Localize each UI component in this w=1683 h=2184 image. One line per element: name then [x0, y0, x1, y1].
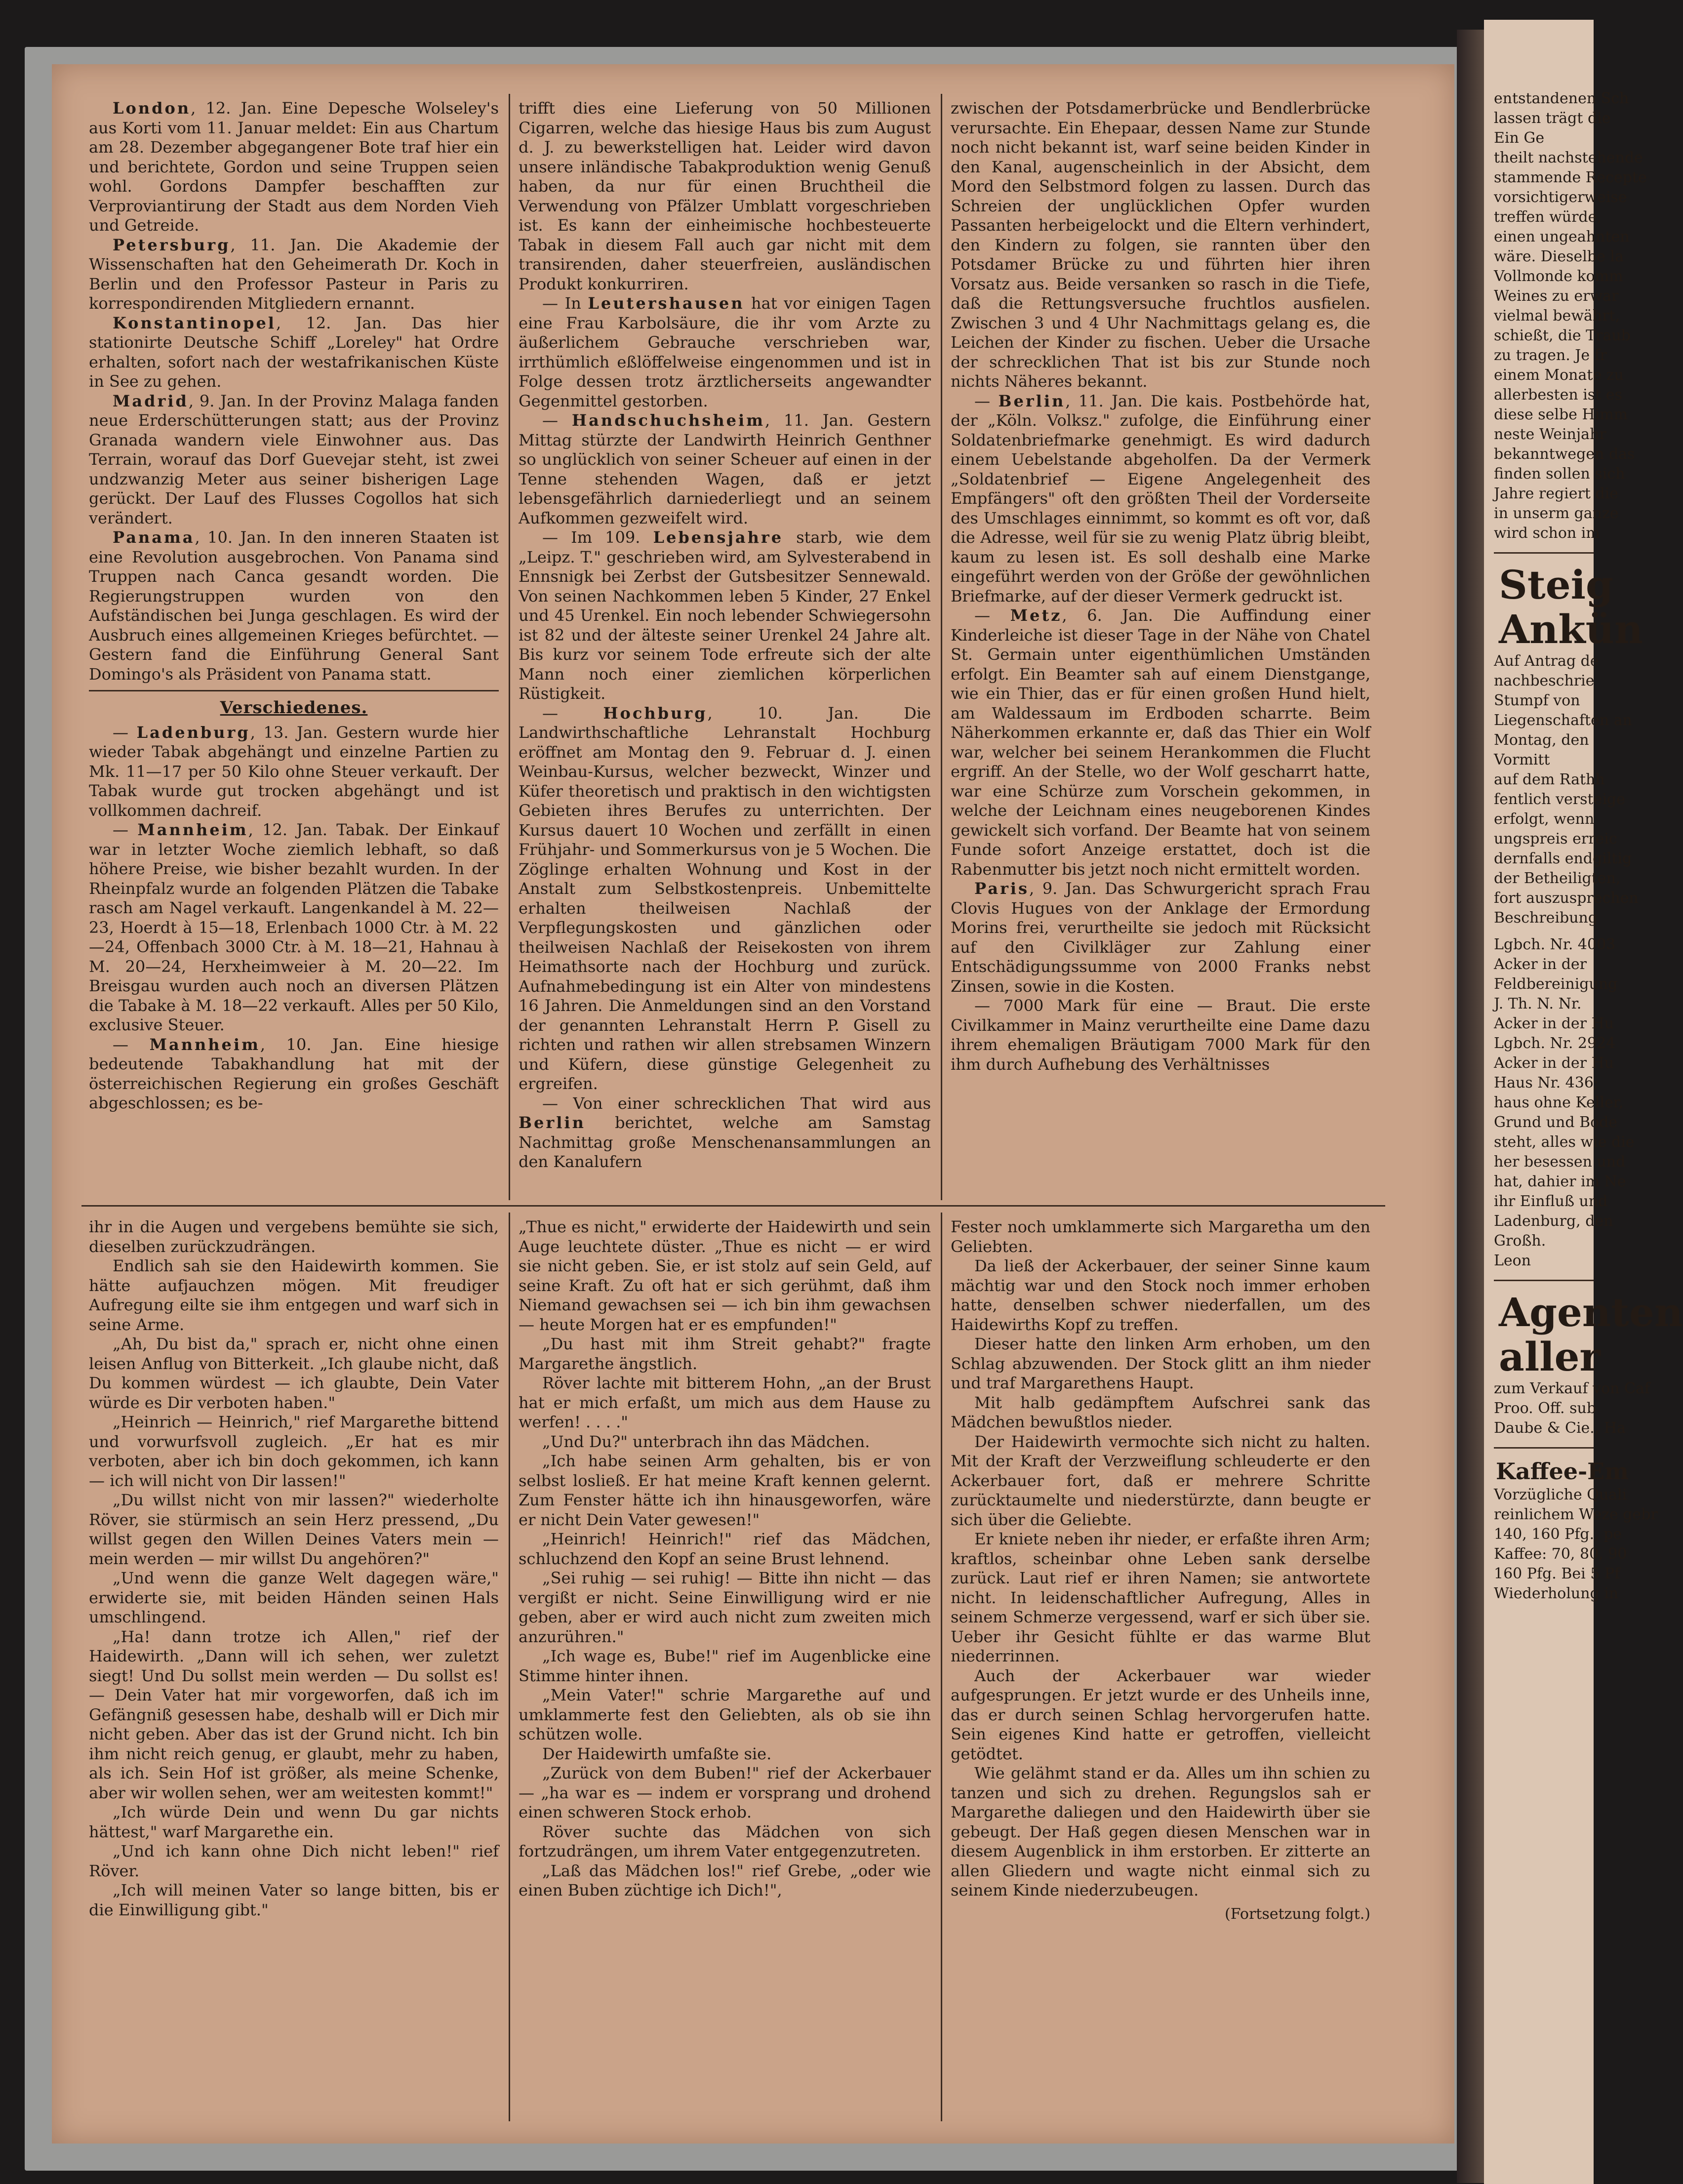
- news-column-1: [89, 99, 499, 1195]
- story-paragraph: „Heinrich — Heinrich," rief Margarethe bittend und vorwurfsvoll zugleich. „Er hat es mir verboten, aber ich bin doch gekommen, ich kann — ich will nicht von Dir lassen!": [89, 1413, 499, 1490]
- adjacent-line: finden sollen sich: [1494, 465, 1625, 483]
- auction-ad-item: Feldbereinigung: [1494, 975, 1618, 993]
- auction-ad-line: fentlich versteige: [1494, 791, 1625, 808]
- story-paragraph: Röver lachte mit bitterem Hohn, „an der Brust hat er mich erfaßt, um mich aus dem Hause zu werfen! . . . .": [519, 1374, 931, 1431]
- auction-ad-item: steht, alles wie die: [1494, 1133, 1635, 1151]
- agents-ad-title-line: Agenten: [1499, 1289, 1683, 1335]
- agents-ad-text: [1484, 1379, 1650, 1438]
- adjacent-line: vorsichtigerweise: [1494, 189, 1627, 206]
- section-rule: [89, 690, 499, 691]
- adjacent-rule-3: [1494, 1447, 1594, 1449]
- column-rule-2: [941, 94, 942, 1200]
- auction-ad-line: dernfalls endgiltig: [1494, 850, 1632, 867]
- adjacent-line: allerbesten ist es: [1494, 386, 1622, 404]
- news-column-2: [519, 99, 931, 1195]
- auction-ad-line: ungspreis erreic: [1494, 830, 1617, 848]
- story-paragraph: „Mein Vater!" schrie Margarethe auf und umklammerte fest den Geliebten, als ob sie ihn schützen wolle.: [519, 1686, 931, 1743]
- auction-ad-line: erfolgt, wenn: [1494, 810, 1595, 828]
- adjacent-line: lassen trägt die: [1494, 110, 1611, 127]
- auction-ad-item: haus ohne Keller,: [1494, 1094, 1624, 1111]
- item-berlin-tat: — Von einer schrecklichen That wird aus Berlin berichtet, welche am Samstag Nachmittag große Menschenansammlungen an den Kanalufern: [519, 1093, 931, 1171]
- item-kanal: zwischen der Potsdamerbrücke und Bendlerbrücke verursachte. Ein Ehepaar, dessen Name zur Stunde noch nicht bekannt ist, warf seine beiden Kinder in den Kanal, augenscheinlich in der Absicht, dem Mord den Selbstmord folgen zu lassen. Durch das Schreien der unglücklichen Opfer wurden Passanten herbeigelockt und die Eltern verhindert, den Kindern zu folgen, sie rannten über den Potsdamer Brücke zu und führten hier ihren Vorsatz aus. Beide versanken so rasch in die Tiefe, daß die Rettungsversuche fruchtlos ausfielen. Zwischen 3 und 4 Uhr Nachmittags gelang es, die Leichen der Kinder zu fischen. Ueber die Ursache der schrecklichen That ist bis zur Stunde noch nichts Näheres bekannt.: [951, 99, 1370, 391]
- item-paris: Paris, 9. Jan. Das Schwurgericht sprach Frau Clovis Hugues von der Anklage der Ermordung Morins frei, verurtheilte sie jedoch mit Rücksicht auf den Civilkläger zur Zahlung einer Entschädigungssumme von 2000 Franks nebst Zinsen, sowie in die Kosten.: [951, 879, 1370, 996]
- story-paragraph: Wie gelähmt stand er da. Alles um ihn schien zu tanzen und sich zu drehen. Regungslos sah er Margarethe daliegen und den Haidewirth über sie gebeugt. Der Haß gegen diesen Menschen war in diesem Augenblick in ihm erstorben. Er zitterte an allen Gliedern und wagte nicht einmal sich zu seinem Kinde niederzubeugen.: [951, 1764, 1370, 1900]
- auction-ad-item: Lgbch. Nr. 4003: [1494, 936, 1616, 953]
- coffee-ad-line: 160 Pfg. Bei 5 Pf: [1494, 1565, 1620, 1582]
- auction-ad-line: Beschreibung: [1494, 909, 1598, 927]
- auction-ad-item: Ladenburg, den: [1494, 1213, 1613, 1230]
- coffee-ad-title: Kaffee-Em: [1496, 1458, 1629, 1485]
- adjacent-line: bekanntwegen das: [1494, 445, 1635, 463]
- adjacent-line: vielmal bewährt,: [1494, 307, 1620, 324]
- story-paragraph: Röver suchte das Mädchen von sich fortzudrängen, um ihrem Vater entgegenzutreten.: [519, 1822, 931, 1860]
- auction-ad-item: hat, dahier im Ne: [1494, 1173, 1626, 1190]
- story-paragraph: Mit halb gedämpftem Aufschrei sank das Mädchen bewußtlos nieder.: [951, 1393, 1370, 1431]
- story-paragraph: „Zurück von dem Buben!" rief der Ackerbauer — „ha war es — indem er vorsprang und drohend einen schweren Stock erhob.: [519, 1764, 931, 1821]
- item-leutershausen: — In Leutershausen hat vor einigen Tagen eine Frau Karbolsäure, die ihr vom Arzte zu äußerlichem Gebrauche verschrieben war, irrthümlich eßlöffelweise eingenommen und ist in Folge dessen trotz ärztlicherseits angewandter Gegenmittel gestorben.: [519, 294, 931, 410]
- story-paragraph: Da ließ der Ackerbauer, der seiner Sinne kaum mächtig war und den Stock noch immer erhoben hatte, denselben schwer niederfallen, um des Haidewirths Kopf zu treffen.: [951, 1256, 1370, 1334]
- adjacent-line: Vollmonde komm: [1494, 268, 1623, 285]
- adjacent-line: zu tragen. Je fr: [1494, 347, 1607, 364]
- adjacent-line: diese selbe Himm: [1494, 406, 1628, 423]
- continued-note: (Fortsetzung folgt.): [1225, 1905, 1370, 1923]
- item-ladenburg: — Ladenburg, 13. Jan. Gestern wurde hier wieder Tabak abgehängt und einzelne Partien zu Mk. 11—17 per 50 Kilo ohne Steuer verkauft. Der Tabak wurde gut trocken abgehängt und ist vollkommen dachreif.: [89, 723, 499, 820]
- auction-ad-line: der Betheiligten,: [1494, 870, 1621, 887]
- adjacent-line: entstandenen Sch: [1494, 90, 1629, 107]
- adjacent-rule-2: [1494, 1280, 1594, 1281]
- story-column-2: [519, 1217, 931, 2116]
- auction-ad-line: Vormitt: [1494, 751, 1550, 768]
- item-cigarren: trifft dies eine Lieferung von 50 Millionen Cigarren, welche das hiesige Haus bis zum August d. J. zu bewerkstelligen hat. Leider wird davon unsere inländische Tabakproduktion wenig Genuß haben, da nur für einen Bruchtheil die Verwendung von Pfälzer Umblatt vorgeschrieben ist. Es kann der einheimische hochbesteuerte Tabak in diesem Fall auch gar nicht mit dem transirenden, daher steuerfreien, ausländischen Produkt konkurriren.: [519, 99, 931, 293]
- auction-ad-item: Grund und Bode: [1494, 1114, 1618, 1131]
- coffee-ad-line: 140, 160 Pfg., pe: [1494, 1526, 1622, 1543]
- coffee-ad-line: Wiederholung in: [1494, 1585, 1619, 1602]
- auction-ad-title: [1484, 562, 1643, 652]
- story-paragraph: „Du hast mit ihm Streit gehabt?" fragte Margarethe ängstlich.: [519, 1335, 931, 1373]
- item-metz: — Metz, 6. Jan. Die Auffindung einer Kinderleiche ist dieser Tage in der Nähe von Chatel St. Germain unter eigenthümlichen Umständen erfolgt. Ein Beamter sah auf einem Dienstgange, wie ein Thier, das er für einen großen Hund hielt, am Waldessaum im Erdboden scharrte. Beim Näherkommen erkannte er, daß das Thier ein Wolf war, welcher bei seinem Herankommen die Flucht ergriff. An der Stelle, wo der Wolf gescharrt hatte, war eine Schürze zum Vorschein gekommen, in welche der Leichnam eines neugeborenen Kindes gewickelt sich vorfand. Der Beamte hat von seinem Funde sofort Anzeige erstattet, doch ist die Rabenmutter bis jetzt noch nicht ermittelt worden.: [951, 606, 1371, 879]
- auction-ad-title-line: Steig: [1499, 562, 1613, 608]
- auction-ad-item: Acker in der: [1494, 956, 1587, 973]
- item-berlin-post: — Berlin, 11. Jan. Die kais. Postbehörde hat, der „Köln. Volksz." zufolge, die Einführung einer Soldatenbriefmarke genehmigt. Es wird dadurch einem Uebelstande abgeholfen. Da der Vermerk „Soldatenbrief — Eigene Angelegenheit des Empfängers" oft den größten Theil der Vorderseite des Umschlages einnimmt, so kommt es oft vor, daß die Adresse, weil für sie zu wenig Platz übrig bleibt, kaum zu lesen ist. Es soll deshalb eine Marke eingeführt werden von der Größe der gewöhnlichen Briefmarke, auf der dieser Vermerk gedruckt ist.: [951, 391, 1371, 606]
- auction-ad-item: Lgbch. Nr. 2924: [1494, 1035, 1616, 1052]
- auction-ad-title-line: Ankün: [1499, 606, 1643, 652]
- auction-ad-line: nachbeschrie: [1494, 672, 1595, 689]
- auction-ad-item: her besessen und: [1494, 1153, 1626, 1171]
- auction-ad-item: ihr Einfluß und: [1494, 1193, 1608, 1210]
- story-paragraph: Endlich sah sie den Haidewirth kommen. Sie hätte aufjauchzen mögen. Mit freudiger Aufregung eilte sie ihm entgegen und warf sich in seine Arme.: [89, 1256, 499, 1334]
- auction-ad-item: Haus Nr. 436;: [1494, 1074, 1599, 1092]
- agents-ad-title: [1484, 1289, 1683, 1380]
- agents-ad-line: Proo. Off. sub: [1494, 1400, 1597, 1417]
- auction-ad-item: Leon: [1494, 1252, 1531, 1269]
- story-paragraph: „Ha! dann trotze ich Allen," rief der Haidewirth. „Dann will ich sehen, wer zuletzt siegt! Und Du sollst mein werden — Du sollst es! — Dein Vater hat mir vorgeworfen, daß ich im Gefängniß gesessen habe, deshalb will er Dich mir nicht geben. Aber das ist der Grund nicht. Ich bin ihm nicht reich genug, er glaubt, mehr zu haben, als ich. Sein Hof ist größer, als meine Schenke, aber wir wollen sehen, wer am weitesten kommt!": [89, 1627, 499, 1802]
- adjacent-line: Weines zu erwar: [1494, 287, 1619, 305]
- adjacent-line: wäre. Dieselbe la: [1494, 248, 1624, 265]
- adjacent-line: neste Weinjahr: [1494, 426, 1606, 443]
- story-paragraph: „Ich wage es, Bube!" rief im Augenblicke eine Stimme hinter ihnen.: [519, 1647, 931, 1685]
- auction-ad-line: Auf Antrag de: [1494, 652, 1599, 670]
- auction-ad-line: Montag, den: [1494, 731, 1589, 749]
- story-paragraph: Fester noch umklammerte sich Margaretha um den Geliebten.: [951, 1217, 1370, 1256]
- adjacent-line: in unserm ganze: [1494, 505, 1619, 522]
- story-paragraph: „Ich würde Dein und wenn Du gar nichts hättest," warf Margarethe ein.: [89, 1803, 499, 1841]
- item-london: London, 12. Jan. Eine Depesche Wolseley's aus Korti vom 11. Januar meldet: Ein aus Chartum am 28. Dezember abgegangener Bote traf hier ein und berichtete, Gordon und seine Truppen seien wohl. Gordons Dampfer beschafften zur Verproviantirung der Stadt aus dem Norden Vieh und Getreide.: [89, 99, 499, 235]
- story-paragraph: „Du willst nicht von mir lassen?" wiederholte Röver, sie stürmisch an sein Herz pressend, „Du willst gegen den Willen Deines Vaters mein — mein werden — mir willst Du angehören?": [89, 1491, 499, 1568]
- item-petersburg: Petersburg, 11. Jan. Die Akademie der Wissenschaften hat den Geheimerath Dr. Koch in Berlin und den Professor Pasteur in Paris zu korrespondirenden Mitgliedern ernannt.: [89, 235, 499, 313]
- adjacent-page: [1484, 20, 1683, 2184]
- newspaper-page: [52, 64, 1454, 2144]
- auction-ad-items: [1484, 935, 1635, 1271]
- story-paragraph: „Ich will meinen Vater so lange bitten, bis er die Einwilligung gibt.": [89, 1881, 499, 1919]
- story-paragraph: „Und ich kann ohne Dich nicht leben!" rief Röver.: [89, 1842, 499, 1880]
- story-paragraph: „Und Du?" unterbrach ihn das Mädchen.: [542, 1432, 870, 1451]
- story-paragraph: Er kniete neben ihr nieder, er erfaßte ihren Arm; kraftlos, scheinbar ohne Leben sank derselbe zurück. Laut rief er ihren Namen; sie antwortete nicht. In leidenschaftlicher Aufregung, Alles in seinem Schmerze vergessend, warf er sich über sie. Ueber ihr Gesicht fühlte er das warme Blut niederrinnen.: [951, 1530, 1370, 1665]
- agents-ad-line: Daube & Cie., Ha: [1494, 1419, 1626, 1437]
- story-paragraph: „Ich habe seinen Arm gehalten, bis er von selbst losließ. Er hat meine Kraft kennen gelernt. Zum Fenster hätte ich ihn hinausgeworfen, wäre er nicht Dein Vater gewesen!": [519, 1452, 931, 1529]
- auction-ad-line: fort auszusprechen: [1494, 890, 1639, 907]
- adjacent-line: theilt nachstehende: [1494, 149, 1643, 166]
- story-paragraph: „Laß das Mädchen los!" rief Grebe, „oder wie einen Buben züchtige ich Dich!",: [519, 1861, 931, 1900]
- story-rule-2: [941, 1213, 942, 2121]
- adjacent-page-text: [1484, 20, 1647, 543]
- auction-ad-item: Acker in der Hu: [1494, 1054, 1614, 1072]
- coffee-ad-line: Kaffee: 70, 80, 90: [1494, 1545, 1627, 1563]
- auction-ad-text: [1484, 651, 1639, 928]
- news-column-3: [951, 99, 1370, 1195]
- story-paragraph: „Thue es nicht," erwiderte der Haidewirth und sein Auge leuchtete düster. „Thue es nicht — er wird sie nicht geben. Sie, er ist stolz auf sein Geld, auf seine Kraft. Zu oft hat er sich gerühmt, daß ihm Niemand gewachsen sei — ich bin ihm gewachsen — heute Morgen hat er es empfunden!": [519, 1217, 931, 1334]
- story-column-3: [951, 1217, 1370, 2116]
- adjacent-line: schießt, die Traub: [1494, 327, 1631, 344]
- story-column-1: [89, 1217, 499, 2116]
- feuilleton-rule: [81, 1205, 1385, 1207]
- adjacent-line: wird schon im: [1494, 525, 1600, 542]
- coffee-ad-line: reinlichem Weze gebr: [1494, 1506, 1658, 1523]
- column-rule-1: [509, 94, 510, 1200]
- story-paragraph: „Ah, Du bist da," sprach er, nicht ohne einen leisen Anflug von Bitterkeit. „Ich glaube nicht, daß Du kommen würdest — ich glaubte, Dein Vater würde es Dir verboten haben.": [89, 1335, 499, 1412]
- adjacent-line: stammende Recepte: [1494, 169, 1647, 186]
- adjacent-rule-1: [1494, 552, 1594, 554]
- auction-ad-item: Großh.: [1494, 1232, 1546, 1250]
- item-madrid: Madrid, 9. Jan. In der Provinz Malaga fanden neue Erderschütterungen statt; aus der Provinz Granada wandern viele Einwohner aus. Das Terrain, worauf das Dorf Guevejar steht, ist zwei undzwanzig Meter aus seiner bisherigen Lage gerückt. Der Lauf des Flusses Cogollos hat sich verändert.: [89, 391, 499, 527]
- item-mannheim-2: — Mannheim, 10. Jan. Eine hiesige bedeutende Tabakhandlung hat mit der österreichischen Regierung ein großes Geschäft abgeschlossen; es be-: [89, 1035, 499, 1112]
- story-paragraph: Der Haidewirth vermochte sich nicht zu halten. Mit der Kraft der Verzweiflung schleuderte er den Ackerbauer fort, daß er mehrere Schritte zurücktaumelte und niederstürzte, dann beugte er sich über die Geliebte.: [951, 1432, 1370, 1529]
- agents-ad-title-line: aller: [1499, 1334, 1601, 1380]
- item-panama: Panama, 10. Jan. In den inneren Staaten ist eine Revolution ausgebrochen. Von Panama sind Truppen nach Canca gesandt worden. Die Regierungstruppen wurden von den Aufständischen bei Junga geschlagen. Es wird der Ausbruch eines allgemeinen Krieges befürchtet. — Gestern fand die Einführung General Sant Domingo's als Präsident von Panama statt.: [89, 528, 499, 684]
- adjacent-line: treffen würde,: [1494, 208, 1602, 226]
- adjacent-line: Jahre regiert die: [1494, 485, 1618, 502]
- binding-gutter: [1457, 30, 1484, 2183]
- adjacent-line: einem Monate zu: [1494, 366, 1624, 384]
- item-braut: — 7000 Mark für eine — Braut. Die erste Civilkammer in Mainz verurtheilte eine Dame dazu ihrem ehemaligen Bräutigam 7000 Mark für den ihm durch Aufhebung des Verhältnisses: [951, 996, 1370, 1074]
- story-paragraph: Auch der Ackerbauer war wieder aufgesprungen. Er jetzt wurde er des Unheils inne, das er durch seinen Schlag hervorgerufen hatte. Sein eigenes Kind hatte er getroffen, vielleicht getödtet.: [951, 1666, 1370, 1763]
- adjacent-line: einen ungeahnten: [1494, 228, 1630, 245]
- story-paragraph: ihr in die Augen und vergebens bemühte sie sich, dieselben zurückzudrängen.: [89, 1217, 499, 1256]
- auction-ad-item: J. Th. N. Nr.: [1494, 995, 1582, 1012]
- item-lebensjahr: — Im 109. Lebensjahre starb, wie dem „Leipz. T." geschrieben wird, am Sylvesterabend in Ennsnigk bei Zerbst der Gutsbesitzer Sennewald. Von seinen Nachkommen leben 5 Kinder, 27 Enkel und 45 Urenkel. Ein noch lebender Schwiegersohn ist 82 und der älteste seiner Urenkel 24 Jahre alt. Bis kurz vor seinem Tode erfreute sich der alte Mann noch einer ziemlichen körperlichen Rüstigkeit.: [519, 528, 931, 703]
- item-konstantinopel: Konstantinopel, 12. Jan. Das hier stationirte Deutsche Schiff „Loreley" hat Ordre erhalten, sofort nach der westafrikanischen Küste in See zu gehen.: [89, 313, 499, 391]
- place-london: London: [113, 99, 191, 118]
- item-mannheim-1: — Mannheim, 12. Jan. Tabak. Der Einkauf war in letzter Woche ziemlich lebhaft, so daß höhere Preise, wie bisher bezahlt wurden. In der Rheinpfalz wurde an folgenden Plätzen die Tabake rasch am Nagel verkauft. Langenkandel à M. 22—23, Hoerdt à 15—18, Erlenbach 1000 Ctr. à M. 22—24, Offenbach 3000 Ctr. à M. 18—21, Hahnau à M. 20—24, Herxheimweier à M. 20—22. Im Breisgau wurden auch noch an diversen Plätzen die Tabake à M. 18—22 verkauft. Alles per 50 Kilo, exclusive Steuer.: [89, 820, 499, 1034]
- auction-ad-line: Stumpf von: [1494, 692, 1580, 709]
- item-hochburg: — Hochburg, 10. Jan. Die Landwirthschaftliche Lehranstalt Hochburg eröffnet am Montag den 9. Februar d. J. einen Weinbau-Kursus, welcher bezweckt, Winzer und Küfer theoretisch und praktisch in den wichtigsten Gebieten ihres Berufes zu unterrichten. Der Kursus dauert 10 Wochen und zerfällt in einen Frühjahr- und Sommerkursus von je 5 Wochen. Die Zöglinge erhalten Wohnung und Kost in der Anstalt zum Selbstkostenpreis. Unbemittelte erhalten theilweisen Nachlaß der Verpflegungskosten und gänzlichen oder theilweisen Nachlaß der Reisekosten von ihrem Heimathsorte nach der Hochburg und zurück. Aufnahmebedingung ist ein Alter von mindestens 16 Jahren. Die Anmeldungen sind an den Vorstand der genannten Lehranstalt Herrn P. Gisell zu richten und rathen wir allen strebsamen Winzern und Küfern, diese günstige Gelegenheit zu ergreifen.: [519, 703, 931, 1093]
- story-paragraph: Der Haidewirth umfaßte sie.: [542, 1744, 772, 1763]
- coffee-ad-line: Vorzügliche Quali: [1494, 1486, 1627, 1503]
- story-paragraph: „Heinrich! Heinrich!" rief das Mädchen, schluchzend den Kopf an seine Brust lehnend.: [519, 1530, 931, 1568]
- auction-ad-line: auf dem Rathh: [1494, 771, 1605, 788]
- story-paragraph: Dieser hatte den linken Arm erhoben, um den Schlag abzuwenden. Der Stock glitt an ihm nieder und traf Margarethens Haupt.: [951, 1335, 1370, 1392]
- story-paragraph: „Sei ruhig — sei ruhig! — Bitte ihn nicht — das vergißt er nicht. Seine Einwilligung wird er nie geben, aber er wird auch nicht zum zweiten mich anzurühren.": [519, 1569, 931, 1646]
- auction-ad-line: Liegenschaften an: [1494, 712, 1632, 729]
- story-rule-1: [509, 1213, 510, 2121]
- adjacent-line: Ein Ge: [1494, 129, 1545, 147]
- item-handschuchsheim: — Handschuchsheim, 11. Jan. Gestern Mittag stürzte der Landwirth Heinrich Genthner so unglücklich von seiner Scheuer auf einen in der Tenne stehenden Wagen, daß er jetzt lebensgefährlich darniederliegt und an seinem Aufkommen gezweifelt wird.: [519, 411, 931, 527]
- coffee-ad-text: [1484, 1485, 1658, 1604]
- story-paragraph: „Und wenn die ganze Welt dagegen wäre," erwiderte sie, mit beiden Händen seinen Hals umschlingend.: [89, 1569, 499, 1626]
- section-heading: Verschiedenes.: [220, 698, 368, 718]
- auction-ad-item: Acker in der Hu: [1494, 1015, 1614, 1032]
- agents-ad-line: zum Verkauf von Caf: [1494, 1380, 1650, 1397]
